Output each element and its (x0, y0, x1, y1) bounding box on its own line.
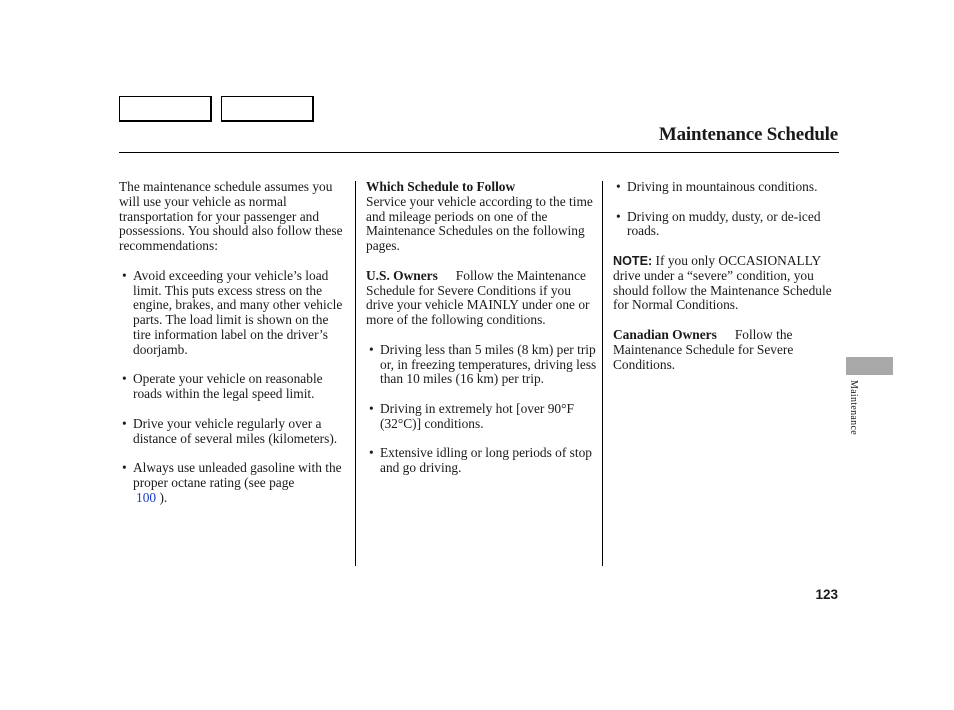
list-item-text: Always use unleaded gasoline with the proper octane rating (see page (133, 460, 342, 490)
note-section (613, 254, 843, 313)
note-text: If you only OCCASIONALLY drive under a “severe” condition, you should follow the Maintenance Schedule for Normal Conditions. (613, 252, 832, 313)
list-item: • Driving less than 5 miles (8 km) per trip or, in freezing temperatures, driving less than 10 miles (16 km) per trip. (366, 343, 598, 387)
section-tab-label: Maintenance (848, 380, 859, 435)
list-item: • Operate your vehicle on reasonable roads within the legal speed limit. (119, 372, 349, 402)
column-divider (355, 181, 356, 566)
list-item: • Extensive idling or long periods of stop and go driving. (366, 446, 598, 476)
canadian-owners-text: Follow the Maintenance Schedule for Severe Conditions. (613, 326, 794, 372)
note-label: NOTE: (613, 253, 653, 268)
intro-paragraph: The maintenance schedule assumes you will use your vehicle as normal transportation for your passenger and possessions. You should also follow these recommendations: (119, 179, 343, 254)
column-middle (366, 180, 598, 491)
list-item-text-end: ). (159, 489, 168, 505)
list-item: • Driving on muddy, dusty, or de-iced roads. (613, 210, 843, 240)
list-item: • Driving in extremely hot [over 90°F (32°C)] conditions. (366, 402, 598, 432)
list-item: • Driving in mountainous conditions. (613, 180, 843, 195)
nav-button-next[interactable] (221, 96, 314, 122)
section-tab[interactable] (846, 357, 893, 375)
section-text: Service your vehicle according to the time and mileage periods on one of the Maintenance Schedules on the following pages. (366, 193, 593, 254)
column-divider (602, 181, 603, 566)
nav-button-previous[interactable] (119, 96, 212, 122)
column-right (613, 180, 843, 387)
list-item (119, 461, 349, 505)
page-reference-link[interactable]: 100 (136, 489, 157, 505)
header-divider (119, 152, 839, 153)
us-owners-label: U.S. Owners (366, 267, 438, 283)
page-number: 123 (815, 587, 838, 602)
list-item: • Drive your vehicle regularly over a distance of several miles (kilometers). (119, 417, 349, 447)
column-left (119, 180, 349, 520)
us-owners-section (366, 269, 598, 328)
canadian-owners-label: Canadian Owners (613, 326, 717, 342)
list-item: • Avoid exceeding your vehicle’s load limit. This puts excess stress on the engine, brakes, and many other vehicle parts. The load limit is shown on the tire information label on the driver’s doorjamb. (119, 269, 349, 358)
page-title: Maintenance Schedule (658, 124, 838, 145)
schedule-section (366, 180, 598, 254)
canadian-owners-section (613, 328, 843, 372)
section-heading: Which Schedule to Follow (366, 179, 516, 194)
us-owners-text: Follow the Maintenance Schedule for Severe Conditions if you drive your vehicle MAINLY under one or more of the following conditions. (366, 267, 590, 328)
